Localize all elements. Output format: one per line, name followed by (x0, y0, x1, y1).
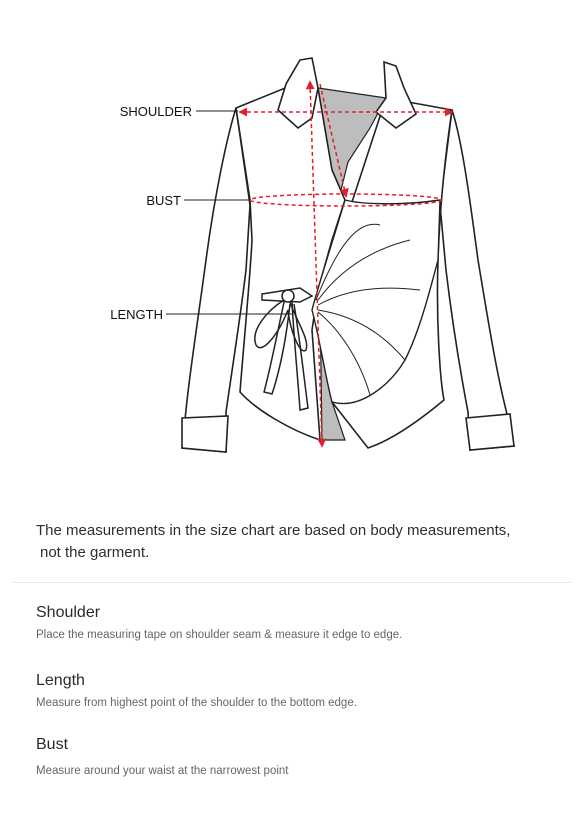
bust-label: BUST (146, 193, 181, 208)
shoulder-section (36, 603, 556, 643)
section-description: Measure from highest point of the shoulder to the bottom edge. (36, 697, 357, 709)
size-chart-note (36, 520, 556, 564)
left-sleeve (182, 108, 250, 452)
section-title: Shoulder (36, 604, 101, 621)
section-description: Measure around your waist at the narrowest point (36, 765, 289, 777)
length-section (36, 671, 556, 711)
note-line-2: not the garment. (40, 544, 150, 561)
bust-section (36, 735, 556, 779)
section-description: Place the measuring tape on shoulder seam & measure it edge to edge. (36, 629, 403, 641)
right-cuff (466, 414, 514, 450)
note-line-1: The measurements in the size chart are based on body measurements, (36, 522, 511, 539)
right-sleeve (440, 110, 514, 450)
divider (12, 582, 572, 583)
section-title: Bust (36, 736, 69, 753)
left-cuff (182, 416, 228, 452)
section-title: Length (36, 672, 85, 689)
shoulder-label: SHOULDER (119, 104, 192, 119)
length-label: LENGTH (110, 307, 163, 322)
